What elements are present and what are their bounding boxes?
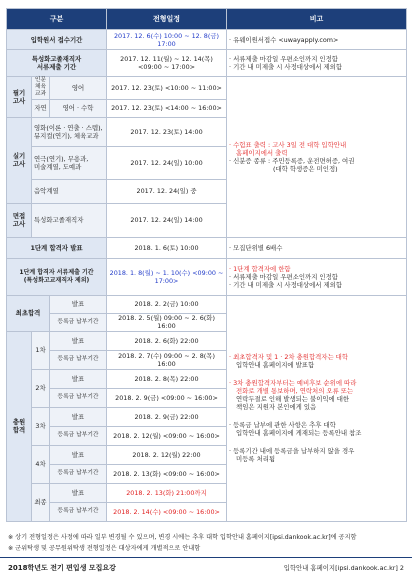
- extra-pay-label-3: 등록금 납부기간: [50, 426, 107, 445]
- extra-pay-label-2: 등록금 납부기간: [50, 388, 107, 407]
- row-label-practical: 실기 고사: [7, 117, 32, 203]
- practical-date-2: 2017. 12. 24(일) 10:00: [107, 146, 227, 179]
- extra-announce-label-2: 발표: [50, 369, 107, 388]
- table-row: [7, 30, 407, 50]
- docs2-date: 2018. 1. 8(월) ~ 1. 10(수) <09:00 ~ 17:00>: [107, 258, 227, 295]
- interview-group: 특성화고졸재직자: [32, 203, 107, 237]
- extra-round-final: 최종: [32, 483, 50, 521]
- extra-round-4: 4차: [32, 445, 50, 483]
- extra-announce-label-4: 발표: [50, 445, 107, 464]
- extra-round-3: 3차: [32, 407, 50, 445]
- table-row: [7, 77, 407, 100]
- row-label-docs2: 1단계 합격자 서류제출 기간 (특성화고교재직자 제외): [7, 258, 107, 295]
- footer-title: 2018학년도 전기 편입생 모집요강: [8, 564, 116, 572]
- extra-pay-date-1: 2018. 2. 7(수) 09:00 ~ 2. 8(목) 16:00: [107, 350, 227, 369]
- header-remarks: 비고: [227, 9, 407, 30]
- row-label-extra: 충원 합격: [7, 331, 32, 521]
- row-label-final: 최초합격: [7, 295, 50, 331]
- table-row: [7, 258, 407, 295]
- footer-url-page: 입학안내 홈페이지[ipsi.dankook.ac.kr] 2: [283, 564, 404, 572]
- extra-pay-date-4: 2018. 2. 13(화) <09:00 ~ 16:00>: [107, 464, 227, 483]
- practical-group-1: 영화(이론 · 연출 · 스텝), 뮤지컬(연기), 체육교과: [32, 117, 107, 146]
- extra-pay-date-final: 2018. 2. 14(수) <09:00 ~ 16:00>: [107, 502, 227, 521]
- practical-group-2: 연극(연기), 무용과, 미술계열, 도예과: [32, 146, 107, 179]
- docs2-note-1: · 1단계 합격자에 한함: [229, 264, 291, 273]
- extra-announce-label-final: 발표: [50, 483, 107, 502]
- written-science-date: 2017. 12. 23(토) <14:00 ~ 16:00>: [107, 99, 227, 117]
- practical-date-1: 2017. 12. 23(토) 14:00: [107, 117, 227, 146]
- table-row: [7, 295, 407, 313]
- row-label-interview: 면접 고사: [7, 203, 32, 237]
- row-label-first: 1단계 합격자 발표: [7, 237, 107, 258]
- table-header-row: [7, 9, 407, 30]
- extra-note-2: 입학안내 홈페이지에 발표함: [236, 361, 315, 370]
- extra-pay-label-final: 등록금 납부기간: [50, 502, 107, 521]
- extra-notes: [227, 295, 407, 521]
- extra-pay-label-1: 등록금 납부기간: [50, 350, 107, 369]
- extra-note-3: · 3차 충원합격자부터는 예비후보 순위에 따라: [229, 379, 357, 388]
- extra-announce-date-final: 2018. 2. 13(화) 21:00까지: [107, 483, 227, 502]
- extra-note-1: · 최초합격자 및 1 · 2차 충원합격자는 대학: [229, 353, 349, 362]
- docs2-notes: [227, 258, 407, 295]
- extra-announce-label-1: 발표: [50, 331, 107, 350]
- table-row: [7, 50, 407, 77]
- exam-note-2: 홈페이지에서 출력: [236, 148, 288, 157]
- docs-note-1: · 서류제출 마감일 우편소인까지 인정함: [229, 55, 338, 63]
- written-english-date: 2017. 12. 23(토) <10:00 ~ 11:00>: [107, 77, 227, 100]
- final-announce-label: 발표: [50, 295, 107, 313]
- extra-announce-date-3: 2018. 2. 9(금) 22:00: [107, 407, 227, 426]
- exam-note-4: (대학 학생증은 미인정): [273, 164, 338, 173]
- first-note: · 모집단위별 6배수: [227, 237, 407, 258]
- footnote-1: ※ 상기 전형일정은 사정에 따라 일부 변경될 수 있으며, 변경 시에는 추후 대학 입학안내 홈페이지[ipsi.dankook.ac.kr]에 공지함: [8, 534, 357, 541]
- interview-date: 2017. 12. 24(일) 14:00: [107, 203, 227, 237]
- docs-note: [227, 50, 407, 77]
- exam-note-1: · 수험표 출력 : 고사 3일 전 대학 입학안내: [229, 140, 347, 149]
- exam-note-3: · 신분증 종류 : 주민등록증, 운전면허증, 여권: [229, 156, 355, 165]
- extra-round-2: 2차: [32, 369, 50, 407]
- written-science-subject: 영어 · 수학: [50, 99, 107, 117]
- extra-announce-date-2: 2018. 2. 8(목) 22:00: [107, 369, 227, 388]
- row-label-written: 필기 고사: [7, 77, 32, 118]
- extra-pay-date-2: 2018. 2. 9(금) <09:00 ~ 16:00>: [107, 388, 227, 407]
- page-footer: [0, 557, 412, 580]
- docs2-note-2: · 서류제출 마감일 우편소인까지 인정함: [229, 272, 338, 281]
- extra-note-6: 책임은 지원자 본인에게 있음: [236, 403, 317, 412]
- final-announce-date: 2018. 2. 2(금) 10:00: [107, 295, 227, 313]
- apply-note: · 유웨이원서접수 <uwayapply.com>: [227, 30, 407, 50]
- apply-date: 2017. 12. 6(수) 10:00 ~ 12. 8(금) 17:00: [107, 30, 227, 50]
- row-label-docs: 특성화고졸재직자 서류제출 기간: [7, 50, 107, 77]
- exam-notes: [227, 77, 407, 238]
- written-humanities: 인문 체육교과: [32, 77, 50, 100]
- schedule-table: [6, 8, 407, 522]
- extra-note-5: 연락두절로 인해 발생되는 불이익에 대한: [236, 395, 350, 404]
- table-row: [7, 237, 407, 258]
- practical-date-3: 2017. 12. 24(일) 중: [107, 179, 227, 203]
- final-pay-label: 등록금 납부기간: [50, 313, 107, 331]
- practical-group-3: 음악계열: [32, 179, 107, 203]
- docs-note-2: · 기간 내 미제출 시 사정대상에서 제외함: [229, 63, 343, 71]
- final-pay-date: 2018. 2. 5(월) 09:00 ~ 2. 6(화) 16:00: [107, 313, 227, 331]
- header-schedule: 전형일정: [107, 9, 227, 30]
- extra-note-4: 전화로 개별 통보하며, 연락처의 오류 또는: [236, 387, 354, 396]
- docs-date: 2017. 12. 11(월) ~ 12. 14(목) <09:00 ~ 17:00>: [107, 50, 227, 77]
- extra-pay-label-4: 등록금 납부기간: [50, 464, 107, 483]
- extra-note-9: · 등록기간 내에 등록금을 납부하지 않을 경우: [229, 447, 355, 456]
- row-label-apply: 입학원서 접수기간: [7, 30, 107, 50]
- header-category: 구분: [7, 9, 107, 30]
- docs2-note-3: · 기간 내 미제출 시 사정대상에서 제외함: [229, 280, 343, 289]
- extra-note-10: 미등록 처리됨: [236, 455, 276, 464]
- extra-announce-date-1: 2018. 2. 6(화) 22:00: [107, 331, 227, 350]
- extra-note-7: · 등록금 납부에 관한 사항은 추후 대학: [229, 421, 336, 430]
- written-science: 자연: [32, 99, 50, 117]
- extra-round-1: 1차: [32, 331, 50, 369]
- first-date: 2018. 1. 6(토) 10:00: [107, 237, 227, 258]
- extra-pay-date-3: 2018. 2. 12(월) <09:00 ~ 16:00>: [107, 426, 227, 445]
- written-english: 영어: [50, 77, 107, 100]
- extra-note-8: 입학안내 홈페이지에 게재되는 등록안내 참조: [236, 429, 362, 438]
- extra-announce-label-3: 발표: [50, 407, 107, 426]
- footnote-2: ※ 군위탁생 및 공무원위탁생 전형일정은 대상자에게 개별적으로 안내함: [8, 545, 201, 552]
- extra-announce-date-4: 2018. 2. 12(월) 22:00: [107, 445, 227, 464]
